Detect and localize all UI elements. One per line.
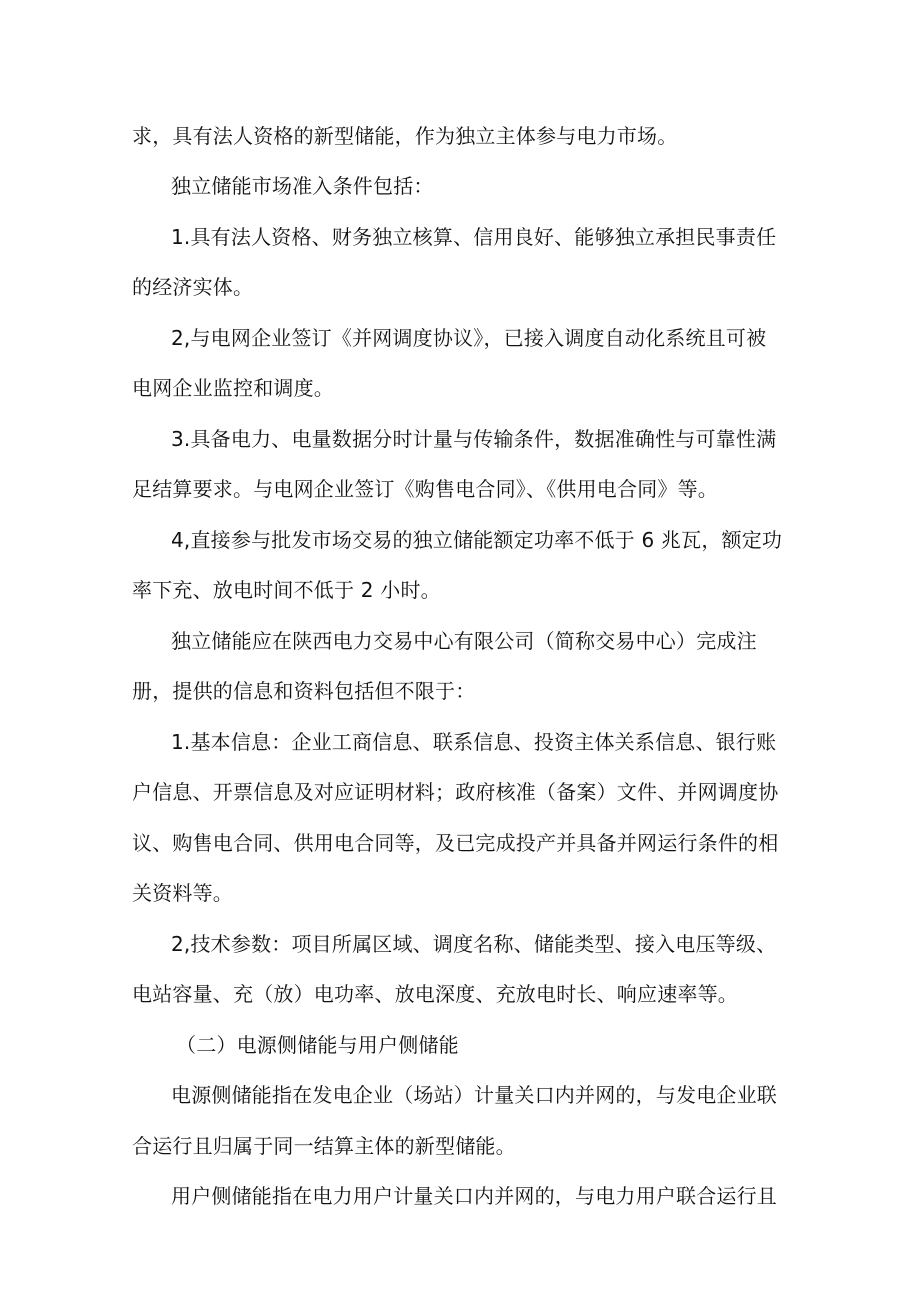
text-line: 册，提供的信息和资料包括但不限于： — [132, 679, 476, 703]
text-line: 独立储能市场准入条件包括： — [171, 174, 434, 198]
text-line: 率下充、放电时间不低于 2 小时。 — [132, 578, 441, 602]
text-line: 的经济实体。 — [132, 275, 254, 299]
text-line: 关资料等。 — [132, 881, 233, 905]
text-line: 电源侧储能指在发电企业（场站）计量关口内并网的，与发电企业联 — [171, 1083, 777, 1107]
text-line: 3.具备电力、电量数据分时计量与传输条件，数据准确性与可靠性满 — [171, 427, 777, 451]
text-line: 1.具有法人资格、财务独立核算、信用良好、能够独立承担民事责任 — [171, 225, 777, 249]
text-line: 1.基本信息：企业工商信息、联系信息、投资主体关系信息、银行账 — [171, 730, 777, 754]
text-line: 4,直接参与批发市场交易的独立储能额定功率不低于 6 兆瓦，额定功 — [171, 528, 783, 552]
text-line: 2,技术参数：项目所属区域、调度名称、储能类型、接入电压等级、 — [171, 932, 777, 956]
text-line: 用户侧储能指在电力用户计量关口内并网的，与电力用户联合运行且 — [171, 1184, 777, 1208]
section-heading: （二）电源侧储能与用户侧储能 — [176, 1033, 459, 1057]
text-line: 求，具有法人资格的新型储能，作为独立主体参与电力市场。 — [132, 124, 678, 148]
text-line: 电站容量、充（放）电功率、放电深度、充放电时长、响应速率等。 — [132, 982, 738, 1006]
text-line: 2,与电网企业签订《并网调度协议》，已接入调度自动化系统且可被 — [171, 326, 767, 350]
text-line: 户信息、开票信息及对应证明材料；政府核准（备案）文件、并网调度协 — [132, 780, 779, 804]
text-line: 独立储能应在陕西电力交易中心有限公司（简称交易中心）完成注 — [171, 629, 757, 653]
text-line: 电网企业监控和调度。 — [132, 376, 334, 400]
text-line: 议、购售电合同、供用电合同等，及已完成投产并具备并网运行条件的相 — [132, 831, 779, 855]
text-line: 足结算要求。与电网企业签订《购售电合同》、《供用电合同》等。 — [132, 477, 718, 501]
text-line: 合运行且归属于同一结算主体的新型储能。 — [132, 1134, 516, 1158]
